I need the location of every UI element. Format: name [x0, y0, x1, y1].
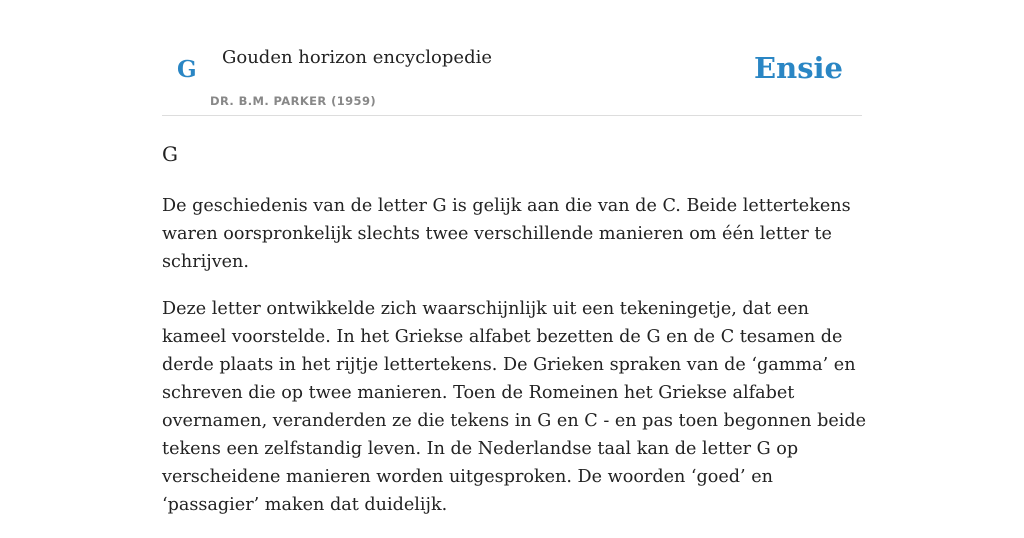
book-title-link[interactable]: Gouden horizon encyclopedie [222, 47, 492, 68]
ensie-logo-link[interactable]: Ensie [754, 51, 843, 85]
entry-paragraph: Deze letter ontwikkelde zich waarschijnlijk uit een tekeningetje, dat een kameel voorstelde. In het Griekse alfabet bezetten de G en de C tesamen de derde plaats in het rijtje lettertekens. De Grieken spraken van de ‘gamma’ en schreven die op twee manieren. Toen de Romeinen het Griekse alfabet overnamen, veranderden ze die tekens in G en C - en pas toen begonnen beide tekens een zelfstandig leven. In de Nederlandse taal kan de letter G op verscheidene manieren worden uitgesproken. De woorden ‘goed’ en ‘passagier’ maken dat duidelijk. [162, 299, 867, 515]
entry-content [162, 192, 867, 538]
book-logo-letter[interactable]: G [177, 56, 197, 83]
entry-paragraph: De geschiedenis van de letter G is gelijk aan die van de C. Beide lettertekens waren oorspronkelijk slechts twee verschillende manieren om één letter te schrijven. [162, 196, 851, 272]
book-author: DR. B.M. PARKER (1959) [210, 94, 377, 108]
book-header [162, 0, 862, 116]
article-page [162, 0, 867, 515]
entry-title: G [162, 142, 178, 166]
